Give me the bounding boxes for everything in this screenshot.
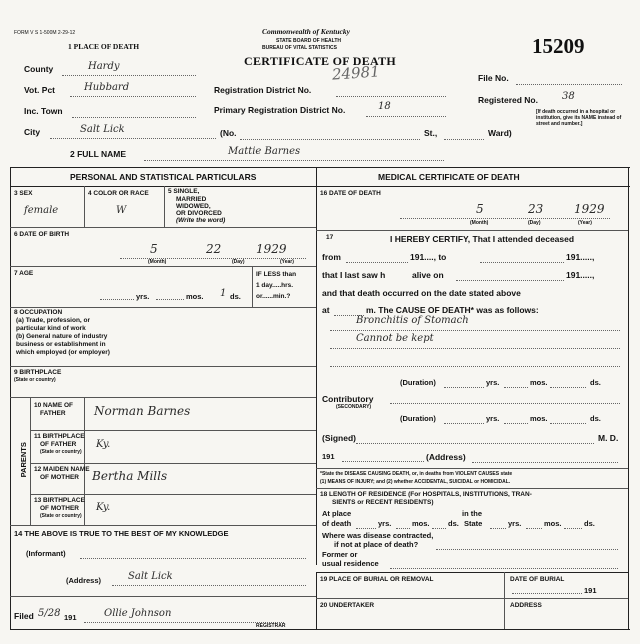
dob-year: 1929 bbox=[256, 242, 287, 256]
filed-date-value: 5/28 bbox=[38, 608, 61, 619]
death-year-caption: (Year) bbox=[578, 220, 592, 226]
parents-label: PARENTS bbox=[18, 442, 28, 478]
hospital-note: [If death occurred in a hospital or institution, give its NAME instead of street and number.] bbox=[536, 109, 622, 127]
where-contracted-label: Where was disease contracted, bbox=[322, 531, 434, 540]
dob-year-caption: (Year) bbox=[280, 259, 294, 265]
burial-place-label: 19 PLACE OF BURIAL OR REMOVAL bbox=[320, 576, 434, 583]
medical-header: MEDICAL CERTIFICATE OF DEATH bbox=[378, 172, 520, 182]
single-label-2: MARRIED bbox=[176, 196, 207, 203]
informant-statement: 14 THE ABOVE IS TRUE TO THE BEST OF MY KNOWLEDGE bbox=[14, 529, 229, 538]
if-not-at-place-label: if not at place of death? bbox=[334, 540, 419, 549]
age-ds-label: ds. bbox=[230, 292, 241, 301]
father-name-label: 10 NAME OF bbox=[34, 402, 74, 409]
duration-1-mos: mos. bbox=[530, 378, 548, 387]
dob-day: 22 bbox=[206, 242, 222, 256]
footnote-2: (1) MEANS OF INJURY; and (2) whether ACCIDENTAL, SUICIDAL or HOMICIDAL. bbox=[320, 479, 511, 485]
county-label: County bbox=[24, 64, 54, 74]
file-no-label: File No. bbox=[478, 73, 509, 83]
father-name-label-2: FATHER bbox=[40, 410, 66, 417]
of-death-label: of death bbox=[322, 519, 352, 528]
occupation-label: 8 OCCUPATION bbox=[14, 309, 63, 316]
md-label: M. D. bbox=[598, 433, 619, 443]
former-label: Former or bbox=[322, 550, 358, 559]
duration-label-2: (Duration) bbox=[400, 414, 436, 423]
secondary-label: (SECONDARY) bbox=[336, 404, 372, 410]
item-17-number: 17 bbox=[326, 234, 334, 241]
age-yrs-label: yrs. bbox=[136, 292, 150, 301]
filed-year-label: 191 bbox=[64, 613, 77, 622]
duration-label-1: (Duration) bbox=[400, 378, 436, 387]
alive-on-label: alive on bbox=[412, 270, 444, 280]
vot-pct-value: Hubbard bbox=[84, 82, 130, 93]
undertaker-address-label: ADDRESS bbox=[510, 602, 542, 609]
occupation-b3: which employed (or employer) bbox=[16, 349, 110, 356]
informant-address-label: (Address) bbox=[66, 576, 102, 585]
signed-label: (Signed) bbox=[322, 433, 356, 443]
city-value: Salt Lick bbox=[80, 124, 125, 135]
father-bp-label-3: (State or country) bbox=[40, 449, 82, 455]
in-the-label: in the bbox=[462, 509, 482, 518]
residence-mos: mos. bbox=[412, 519, 430, 528]
death-occurred-line: and that death occurred on the date stated above bbox=[322, 288, 521, 298]
death-day: 23 bbox=[528, 202, 544, 216]
residence-label-2: SIENTS or RECENT RESIDENTS) bbox=[332, 499, 434, 506]
undertaker-label: 20 UNDERTAKER bbox=[320, 602, 375, 609]
death-year: 1929 bbox=[574, 202, 605, 216]
ward-label: Ward) bbox=[488, 128, 512, 138]
contributory-label: Contributory bbox=[322, 394, 374, 404]
father-bp-value: Ky. bbox=[96, 439, 111, 450]
mother-bp-label-2: OF MOTHER bbox=[40, 505, 79, 512]
footnote-1: *State the DISEASE CAUSING DEATH, or, in deaths from VIOLENT CAUSES state bbox=[320, 471, 513, 477]
last-saw-label: that I last saw h bbox=[322, 270, 386, 280]
residence-yrs: yrs. bbox=[378, 519, 392, 528]
dob-month: 5 bbox=[150, 242, 158, 256]
alive-year-label: 191....., bbox=[566, 270, 595, 280]
primary-district-label: Primary Registration District No. bbox=[214, 105, 346, 115]
mother-name-label-2: OF MOTHER bbox=[40, 474, 79, 481]
cause-line: m. The CAUSE OF DEATH* was as follows: bbox=[366, 305, 539, 315]
state-board-heading: STATE BOARD OF HEALTH bbox=[276, 38, 341, 44]
color-label: 4 COLOR OR RACE bbox=[88, 190, 149, 197]
dob-label: 6 DATE OF BIRTH bbox=[14, 231, 70, 238]
cause-2-value: Cannot be kept bbox=[356, 333, 434, 344]
commonwealth-heading: Commonwealth of Kentucky bbox=[262, 27, 350, 36]
if-less-3: or......min.? bbox=[256, 293, 291, 300]
filed-label: Filed bbox=[14, 611, 34, 621]
occupation-a2: particular kind of work bbox=[16, 325, 86, 332]
duration-2-ds: ds. bbox=[590, 414, 601, 423]
mother-bp-label-3: (State or country) bbox=[40, 513, 82, 519]
informant-label: (Informant) bbox=[26, 549, 66, 558]
age-label: 7 AGE bbox=[14, 270, 34, 277]
duration-2-yrs: yrs. bbox=[486, 414, 500, 423]
death-month: 5 bbox=[476, 202, 484, 216]
city-label: City bbox=[24, 127, 41, 137]
mother-bp-value: Ky. bbox=[96, 502, 111, 513]
registrar-value: Ollie Johnson bbox=[104, 608, 172, 619]
state-ds: ds. bbox=[584, 519, 595, 528]
mother-name-label: 12 MAIDEN NAME bbox=[34, 466, 90, 473]
occupation-b2: business or establishment in bbox=[16, 341, 106, 348]
street-no-label: (No. bbox=[220, 128, 237, 138]
personal-header: PERSONAL AND STATISTICAL PARTICULARS bbox=[70, 172, 257, 182]
from-label: from bbox=[322, 252, 341, 262]
single-label-1: 5 SINGLE, bbox=[168, 188, 200, 195]
age-mos-label: mos. bbox=[186, 292, 204, 301]
single-label-5: (Write the word) bbox=[176, 217, 226, 224]
medical-year-label: 191 bbox=[322, 452, 335, 461]
registration-district-label: Registration District No. bbox=[214, 85, 312, 95]
state-label: State bbox=[464, 519, 483, 528]
vot-pct-label: Vot. Pct bbox=[24, 85, 56, 95]
mother-bp-label: 13 BIRTHPLACE bbox=[34, 497, 85, 504]
registrar-label: REGISTRAR bbox=[256, 623, 286, 629]
state-yrs: yrs. bbox=[508, 519, 522, 528]
single-label-3: WIDOWED, bbox=[176, 203, 211, 210]
birthplace-label: 9 BIRTHPLACE bbox=[14, 369, 62, 376]
county-value: Hardy bbox=[88, 61, 120, 72]
age-days-value: 1 bbox=[220, 288, 227, 299]
duration-1-yrs: yrs. bbox=[486, 378, 500, 387]
state-mos: mos. bbox=[544, 519, 562, 528]
stamp-number: 24981 bbox=[331, 62, 381, 84]
duration-2-mos: mos. bbox=[530, 414, 548, 423]
usual-residence-label: usual residence bbox=[322, 559, 379, 568]
birthplace-sub: (State or country) bbox=[14, 377, 56, 383]
cause-1-value: Bronchitis of Stomach bbox=[356, 315, 469, 326]
bureau-heading: BUREAU OF VITAL STATISTICS bbox=[262, 45, 337, 51]
full-name-label: 2 FULL NAME bbox=[70, 149, 127, 159]
if-less-1: IF LESS than bbox=[256, 271, 297, 278]
occupation-a: (a) Trade, profession, or bbox=[16, 317, 91, 324]
father-bp-label: 11 BIRTHPLACE bbox=[34, 433, 85, 440]
to-year-label: 191....., bbox=[566, 252, 595, 262]
residence-ds: ds. bbox=[448, 519, 459, 528]
dob-month-caption: (Month) bbox=[148, 259, 167, 265]
full-name-value: Mattie Barnes bbox=[228, 146, 301, 157]
registered-no-label: Registered No. bbox=[478, 95, 538, 105]
certify-line: I HEREBY CERTIFY, That I attended deceased bbox=[390, 234, 575, 244]
residence-label: 18 LENGTH OF RESIDENCE (For HOSPITALS, INSTITUTIONS, TRAN- bbox=[320, 491, 532, 498]
burial-year-label: 191 bbox=[584, 586, 597, 595]
duration-1-ds: ds. bbox=[590, 378, 601, 387]
informant-address-value: Salt Lick bbox=[128, 571, 173, 582]
father-bp-label-2: OF FATHER bbox=[40, 441, 77, 448]
death-month-caption: (Month) bbox=[470, 220, 489, 226]
form-code: FORM V S 1-500M 2-29-12 bbox=[14, 30, 76, 36]
date-of-death-label: 16 DATE OF DEATH bbox=[320, 190, 381, 197]
place-of-death-section-label: 1 PLACE OF DEATH bbox=[68, 42, 140, 51]
father-name-value: Norman Barnes bbox=[94, 404, 191, 418]
certificate-number: 15209 bbox=[532, 34, 585, 58]
sex-value: female bbox=[24, 205, 59, 216]
registered-no-value: 38 bbox=[562, 91, 575, 102]
medical-address-label: (Address) bbox=[426, 452, 466, 462]
sex-label: 3 SEX bbox=[14, 190, 33, 197]
certificate-title: CERTIFICATE OF DEATH bbox=[244, 54, 397, 68]
if-less-2: 1 day.....hrs. bbox=[256, 282, 294, 289]
inc-town-label: Inc. Town bbox=[24, 106, 63, 116]
single-label-4: OR DIVORCED bbox=[176, 210, 222, 217]
at-place-label: At place bbox=[322, 509, 352, 518]
at-label: at bbox=[322, 305, 330, 315]
occupation-b: (b) General nature of industry bbox=[16, 333, 108, 340]
to-label: 191...., to bbox=[410, 252, 447, 262]
mother-name-value: Bertha Mills bbox=[92, 469, 168, 483]
dob-day-caption: (Day) bbox=[232, 259, 245, 265]
street-label: St., bbox=[424, 128, 438, 138]
color-value: W bbox=[116, 205, 127, 216]
death-day-caption: (Day) bbox=[528, 220, 541, 226]
primary-district-value: 18 bbox=[378, 101, 391, 112]
date-of-burial-label: DATE OF BURIAL bbox=[510, 576, 565, 583]
